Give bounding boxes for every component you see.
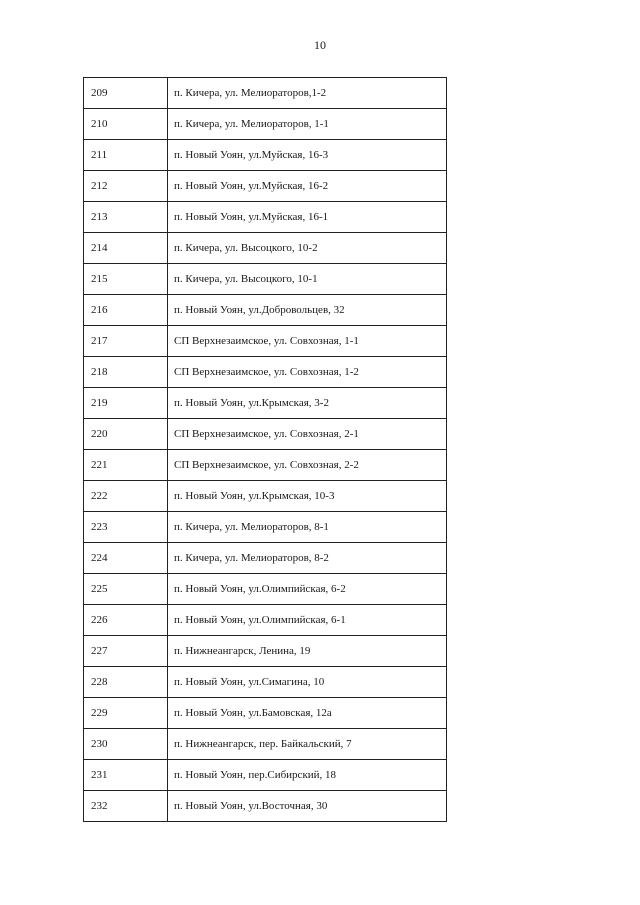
address-cell: п. Новый Уоян, ул.Олимпийская, 6-1	[168, 605, 447, 636]
address-cell: п. Новый Уоян, ул.Симагина, 10	[168, 667, 447, 698]
table-row	[84, 543, 447, 574]
address-cell: СП Верхнезаимское, ул. Совхозная, 2-2	[168, 450, 447, 481]
address-cell: п. Новый Уоян, пер.Сибирский, 18	[168, 760, 447, 791]
row-number-cell: 223	[84, 512, 168, 543]
table-row	[84, 171, 447, 202]
row-number-cell: 229	[84, 698, 168, 729]
row-number-cell: 222	[84, 481, 168, 512]
row-number-cell: 219	[84, 388, 168, 419]
address-cell: п. Нижнеангарск, Ленина, 19	[168, 636, 447, 667]
table-row	[84, 760, 447, 791]
row-number-cell: 212	[84, 171, 168, 202]
address-cell: п. Новый Уоян, ул.Муйская, 16-2	[168, 171, 447, 202]
table-row	[84, 78, 447, 109]
address-cell: п. Новый Уоян, ул.Добровольцев, 32	[168, 295, 447, 326]
table-row	[84, 698, 447, 729]
table-row	[84, 419, 447, 450]
row-number-cell: 230	[84, 729, 168, 760]
row-number-cell: 226	[84, 605, 168, 636]
address-cell: п. Кичера, ул. Мелиораторов,1-2	[168, 78, 447, 109]
row-number-cell: 217	[84, 326, 168, 357]
row-number-cell: 228	[84, 667, 168, 698]
address-cell: СП Верхнезаимское, ул. Совхозная, 1-2	[168, 357, 447, 388]
address-table	[83, 77, 447, 822]
table-row	[84, 512, 447, 543]
row-number-cell: 216	[84, 295, 168, 326]
table-row	[84, 791, 447, 822]
address-cell: п. Нижнеангарск, пер. Байкальский, 7	[168, 729, 447, 760]
address-cell: п. Кичера, ул. Мелиораторов, 8-1	[168, 512, 447, 543]
row-number-cell: 224	[84, 543, 168, 574]
address-cell: п. Новый Уоян, ул.Олимпийская, 6-2	[168, 574, 447, 605]
table-row	[84, 357, 447, 388]
address-cell: п. Новый Уоян, ул.Крымская, 10-3	[168, 481, 447, 512]
row-number-cell: 232	[84, 791, 168, 822]
row-number-cell: 213	[84, 202, 168, 233]
row-number-cell: 214	[84, 233, 168, 264]
table-row	[84, 667, 447, 698]
table-row	[84, 326, 447, 357]
row-number-cell: 220	[84, 419, 168, 450]
table-row	[84, 729, 447, 760]
row-number-cell: 225	[84, 574, 168, 605]
row-number-cell: 231	[84, 760, 168, 791]
page-number: 10	[314, 38, 326, 52]
address-cell: п. Кичера, ул. Высоцкого, 10-2	[168, 233, 447, 264]
table-row	[84, 574, 447, 605]
table-row	[84, 264, 447, 295]
row-number-cell: 211	[84, 140, 168, 171]
row-number-cell: 227	[84, 636, 168, 667]
address-cell: п. Кичера, ул. Мелиораторов, 8-2	[168, 543, 447, 574]
table-row	[84, 295, 447, 326]
table-row	[84, 481, 447, 512]
address-cell: п. Новый Уоян, ул.Крымская, 3-2	[168, 388, 447, 419]
row-number-cell: 210	[84, 109, 168, 140]
address-cell: п. Новый Уоян, ул.Бамовская, 12а	[168, 698, 447, 729]
address-cell: СП Верхнезаимское, ул. Совхозная, 1-1	[168, 326, 447, 357]
table-row	[84, 202, 447, 233]
address-table-body	[84, 78, 447, 822]
table-row	[84, 636, 447, 667]
address-cell: п. Новый Уоян, ул.Муйская, 16-1	[168, 202, 447, 233]
table-row	[84, 233, 447, 264]
address-cell: п. Новый Уоян, ул.Восточная, 30	[168, 791, 447, 822]
row-number-cell: 215	[84, 264, 168, 295]
address-cell: п. Новый Уоян, ул.Муйская, 16-3	[168, 140, 447, 171]
table-row	[84, 109, 447, 140]
address-cell: п. Кичера, ул. Мелиораторов, 1-1	[168, 109, 447, 140]
table-row	[84, 450, 447, 481]
address-cell: СП Верхнезаимское, ул. Совхозная, 2-1	[168, 419, 447, 450]
row-number-cell: 209	[84, 78, 168, 109]
table-row	[84, 140, 447, 171]
row-number-cell: 218	[84, 357, 168, 388]
row-number-cell: 221	[84, 450, 168, 481]
table-row	[84, 388, 447, 419]
address-cell: п. Кичера, ул. Высоцкого, 10-1	[168, 264, 447, 295]
table-row	[84, 605, 447, 636]
